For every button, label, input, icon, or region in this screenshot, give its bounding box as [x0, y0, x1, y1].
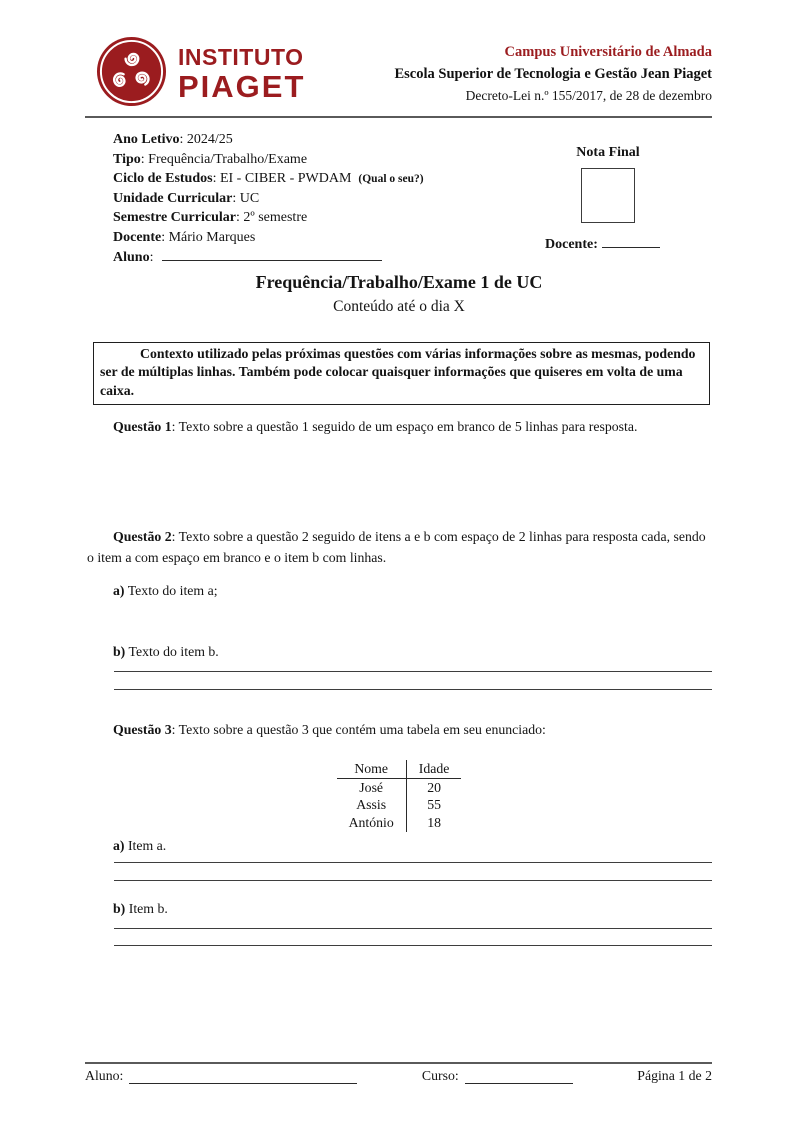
info-separator: : — [232, 190, 240, 206]
question-2-item-a — [113, 583, 218, 599]
footer-curso-blank-line — [465, 1072, 573, 1084]
info-label: Unidade Curricular — [113, 190, 233, 206]
question-2 — [87, 527, 712, 568]
info-row-aluno — [113, 248, 424, 268]
info-label: Docente — [113, 229, 162, 245]
table-header-nome: Nome — [337, 760, 407, 778]
grade-area — [545, 145, 671, 253]
footer-page-number: Página 1 de 2 — [637, 1068, 712, 1083]
grade-docente-label: Docente: — [545, 237, 598, 252]
header-institution-info — [394, 42, 712, 106]
info-label: Aluno — [113, 249, 150, 265]
item-a-text: Item a. — [127, 838, 167, 853]
info-label: Ano Letivo — [113, 132, 180, 147]
item-b-label: b) — [113, 901, 126, 916]
logo-word-instituto: INSTITUTO — [178, 44, 304, 70]
ciclo-note: (Qual o seu?) — [358, 173, 424, 186]
footer — [85, 1068, 712, 1084]
table-row — [337, 796, 462, 814]
info-separator: : — [149, 249, 157, 265]
footer-curso-group — [422, 1068, 573, 1084]
nota-final-box — [581, 168, 635, 223]
institution-logo-text — [178, 46, 305, 102]
grade-docente-row — [545, 236, 671, 253]
answer-line — [114, 689, 712, 690]
question-3-table-wrap — [85, 760, 713, 832]
info-separator: : — [212, 171, 220, 187]
footer-aluno-blank-line — [129, 1072, 357, 1084]
table-cell-nome: José — [337, 778, 407, 796]
table-cell-idade: 18 — [427, 814, 442, 830]
question-2-item-b — [113, 644, 219, 660]
page-subtitle: Conteúdo até o dia X — [333, 298, 465, 315]
logo-word-piaget: PIAGET — [178, 69, 306, 104]
institution-logo — [96, 36, 305, 112]
info-row-ano-letivo — [113, 130, 424, 150]
question-3-text: : Texto sobre a questão 3 que contém uma tabela em seu enunciado: — [171, 722, 546, 737]
answer-line — [114, 862, 712, 863]
footer-aluno-label: Aluno: — [85, 1068, 124, 1083]
info-row-docente — [113, 228, 424, 248]
footer-aluno-group — [85, 1068, 357, 1084]
info-value: Mário Marques — [168, 229, 256, 245]
item-a-label: a) — [113, 838, 125, 853]
question-1-text: : Texto sobre a questão 1 seguido de um espaço em branco de 5 linhas para resposta. — [171, 419, 638, 434]
table-cell-nome: Assis — [337, 796, 407, 814]
aluno-blank-line — [162, 249, 382, 261]
table-header-row — [337, 760, 462, 778]
question-2-label: Questão 2 — [113, 529, 172, 544]
page-title: Frequência/Trabalho/Exame 1 de UC — [255, 272, 543, 292]
decree-reference: Decreto-Lei n.º 155/2017, de 28 de dezembro — [465, 87, 712, 103]
table-row — [337, 778, 462, 796]
info-label: Semestre Curricular — [113, 210, 236, 226]
question-3-item-b — [113, 901, 168, 917]
item-b-text: Texto do item b. — [128, 644, 219, 659]
info-value: EI - CIBER - PWDAM — [219, 171, 352, 187]
info-row-ciclo — [113, 169, 424, 189]
info-separator: : — [235, 210, 244, 226]
question-3 — [87, 720, 712, 741]
question-1-label: Questão 1 — [113, 419, 172, 434]
table-cell-nome: António — [337, 814, 407, 832]
answer-line — [114, 928, 712, 929]
question-3-label: Questão 3 — [113, 722, 172, 737]
footer-divider — [85, 1062, 712, 1064]
table-cell-idade: 55 — [427, 797, 442, 813]
item-a-label: a) — [113, 583, 125, 598]
info-separator: : — [140, 151, 149, 167]
table-row — [337, 814, 462, 832]
table-cell-idade: 20 — [427, 779, 442, 795]
question-1 — [87, 417, 712, 438]
question-2-text: : Texto sobre a questão 2 seguido de itens a e b com espaço de 2 linhas para resposta cada, sendo o item a com espaço em branco e o item b com linhas. — [87, 529, 706, 565]
item-b-label: b) — [113, 644, 126, 659]
info-label: Ciclo de Estudos — [113, 171, 213, 187]
info-row-semestre — [113, 208, 424, 228]
triskelion-logo-icon — [96, 36, 167, 112]
school-name: Escola Superior de Tecnologia e Gestão Jean Piaget — [394, 65, 712, 82]
info-separator: : — [161, 229, 169, 245]
info-value: 2º semestre — [243, 210, 308, 226]
title-block — [85, 272, 713, 316]
info-label: Tipo — [113, 151, 141, 167]
context-box: Contexto utilizado pelas próximas questões com várias informações sobre as mesmas, podendo ser de múltiplas linhas. Também pode colocar quaisquer informações que quiseres em volta de uma caixa. — [93, 342, 710, 405]
answer-line — [114, 671, 712, 672]
question-3-item-a — [113, 838, 166, 854]
header-divider — [85, 116, 712, 118]
item-b-text: Item b. — [128, 901, 168, 916]
nota-final-label: Nota Final — [576, 145, 640, 160]
info-value: 2024/25 — [186, 132, 233, 147]
info-row-unidade — [113, 189, 424, 209]
table-header-idade: Idade — [406, 760, 461, 778]
answer-line — [114, 880, 712, 881]
names-ages-table — [337, 760, 462, 832]
campus-name: Campus Universitário de Almada — [504, 44, 712, 60]
info-value: UC — [239, 190, 260, 206]
info-value: Frequência/Trabalho/Exame — [148, 151, 308, 167]
item-a-text: Texto do item a; — [127, 583, 218, 598]
grade-docente-blank-line — [602, 236, 660, 248]
info-row-tipo — [113, 150, 424, 170]
info-separator: : — [179, 132, 187, 147]
answer-line — [114, 945, 712, 946]
footer-curso-label: Curso: — [421, 1068, 459, 1083]
exam-info-block — [113, 130, 424, 267]
